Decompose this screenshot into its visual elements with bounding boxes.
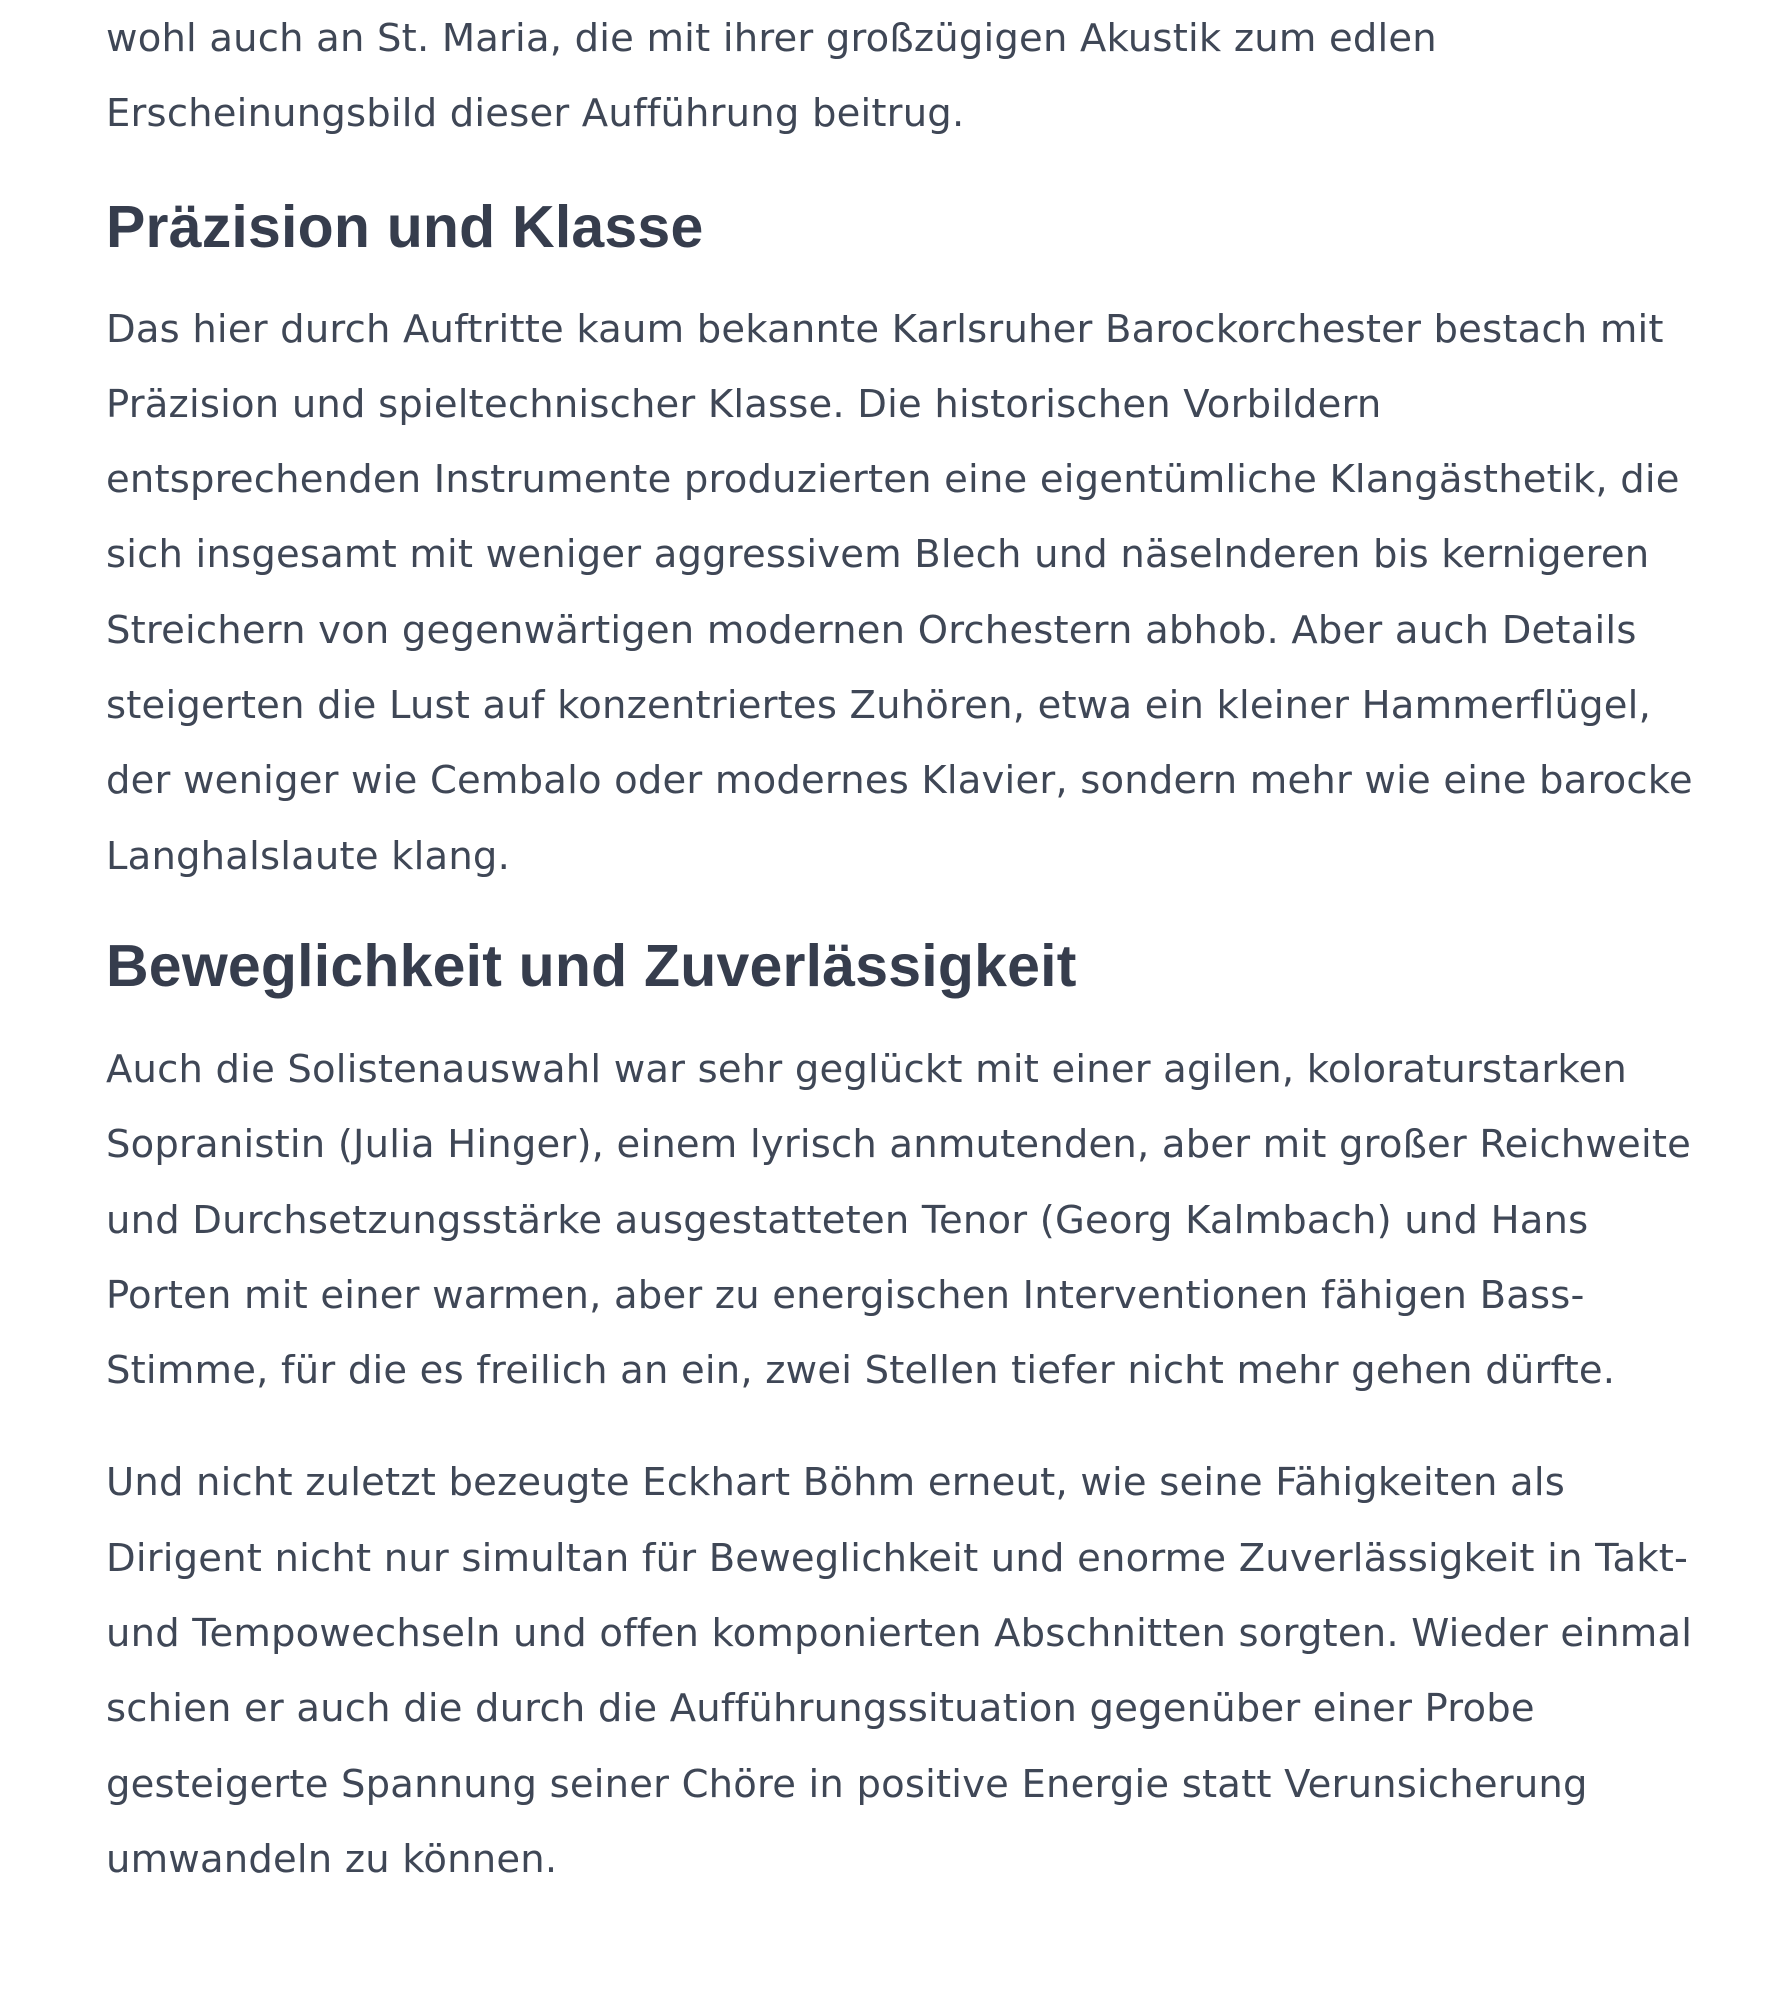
intro-paragraph: wohl auch an St. Maria, die mit ihrer großzügigen Akustik zum edlen Erscheinungsbild dieser Aufführung beitrug. — [106, 16, 1437, 137]
article-body — [106, 0, 1706, 1897]
section-heading-praezision: Präzision und Klasse — [106, 193, 704, 260]
section-heading-beweglichkeit: Beweglichkeit und Zuverlässigkeit — [106, 932, 1077, 999]
paragraph-soloists: Auch die Solistenauswahl war sehr geglückt mit einer agilen, koloraturstarken Sopranistin (Julia Hinger), einem lyrisch anmutenden, aber mit großer Reichweite und Durchsetzungsstärke ausgestatteten Tenor (Georg Kalmbach) und Hans Porten mit einer warmen, aber zu energischen Interventionen fähigen Bass-Stimme, für die es freilich an ein, zwei Stellen tiefer nicht mehr gehen dürfte. — [106, 1046, 1692, 1394]
paragraph-conductor: Und nicht zuletzt bezeugte Eckhart Böhm erneut, wie seine Fähigkeiten als Dirigent nicht nur simultan für Beweglichkeit und enorme Zuverlässigkeit in Takt- und Tempowechseln und offen komponierten Abschnitten sorgten. Wieder einmal schien er auch die durch die Aufführungssituation gegenüber einer Probe gesteigerte Spannung seiner Chöre in positive Energie statt Verunsicherung umwandeln zu können. — [106, 1460, 1693, 1882]
paragraph-orchestra: Das hier durch Auftritte kaum bekannte Karlsruher Barockorchester bestach mit Präzision und spieltechnischer Klasse. Die historischen Vorbildern entsprechenden Instrumente produzierten eine eigentümliche Klangästhetik, die sich insgesamt mit weniger aggressivem Blech und näselnderen bis kernigeren Streichern von gegenwärtigen modernen Orchestern abhob. Aber auch Details steigerten die Lust auf konzentriertes Zuhören, etwa ein kleiner Hammerflügel, der weniger wie Cembalo oder modernes Klavier, sondern mehr wie eine barocke Langhalslaute klang. — [106, 306, 1693, 879]
